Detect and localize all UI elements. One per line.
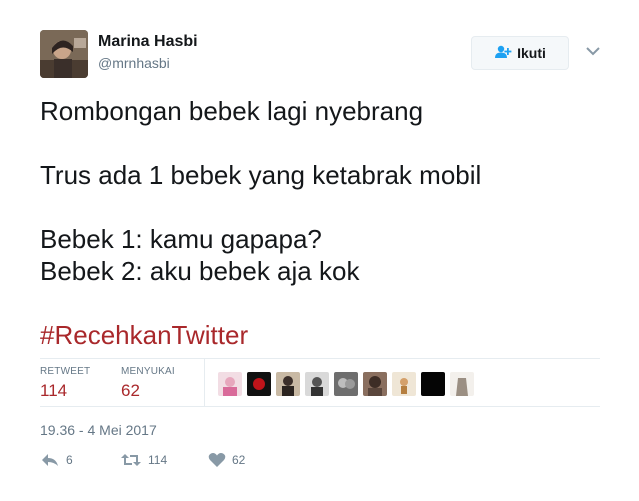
tweet-line: Bebek 1: kamu gapapa? xyxy=(40,224,322,254)
stats-divider-top xyxy=(40,358,600,359)
liker-avatars xyxy=(218,372,474,396)
tweet-line: Trus ada 1 bebek yang ketabrak mobil xyxy=(40,160,482,190)
like-button[interactable] xyxy=(208,452,245,468)
tweet-text xyxy=(40,95,600,351)
tweet-line-blank xyxy=(40,191,600,223)
hashtag-link[interactable]: #RecehkanTwitter xyxy=(40,320,249,350)
tweet-line: Rombongan bebek lagi nyebrang xyxy=(40,96,424,126)
reply-button[interactable] xyxy=(40,452,120,468)
add-user-icon xyxy=(494,45,512,62)
retweet-stat-value: 114 xyxy=(40,381,68,400)
tweet-line: Bebek 2: aku bebek aja kok xyxy=(40,256,360,286)
author-avatar[interactable] xyxy=(40,30,88,78)
likes-stat-label: MENYUKAI xyxy=(121,366,175,377)
liker-avatar[interactable] xyxy=(305,372,329,396)
liker-avatar[interactable] xyxy=(276,372,300,396)
heart-icon xyxy=(208,452,226,468)
reply-count: 6 xyxy=(66,453,73,467)
like-count: 62 xyxy=(232,453,246,467)
liker-avatar[interactable] xyxy=(421,372,445,396)
follow-button-label: Ikuti xyxy=(517,45,546,61)
tweet-timestamp[interactable]: 19.36 - 4 Mei 2017 xyxy=(40,422,157,438)
stats-separator xyxy=(204,358,205,406)
retweet-icon xyxy=(120,452,142,468)
tweet-line-blank xyxy=(40,287,600,319)
liker-avatar[interactable] xyxy=(218,372,242,396)
stats-divider-bottom xyxy=(40,406,600,407)
liker-avatar[interactable] xyxy=(334,372,358,396)
retweet-stat-label: RETWEET xyxy=(40,366,91,377)
liker-avatar[interactable] xyxy=(247,372,271,396)
liker-avatar[interactable] xyxy=(392,372,416,396)
tweet-actions xyxy=(40,452,245,468)
retweet-count: 114 xyxy=(148,453,168,467)
reply-icon xyxy=(40,452,60,468)
likes-stat[interactable] xyxy=(121,366,175,401)
liker-avatar[interactable] xyxy=(450,372,474,396)
author-handle[interactable]: @mrnhasbi xyxy=(98,55,170,71)
chevron-down-icon[interactable] xyxy=(584,44,602,58)
tweet-line-blank xyxy=(40,127,600,159)
liker-avatar[interactable] xyxy=(363,372,387,396)
retweet-button[interactable] xyxy=(120,452,208,468)
retweet-stat[interactable] xyxy=(40,366,90,401)
follow-button[interactable] xyxy=(471,36,569,70)
likes-stat-value: 62 xyxy=(121,381,140,400)
author-name[interactable]: Marina Hasbi xyxy=(98,33,198,50)
